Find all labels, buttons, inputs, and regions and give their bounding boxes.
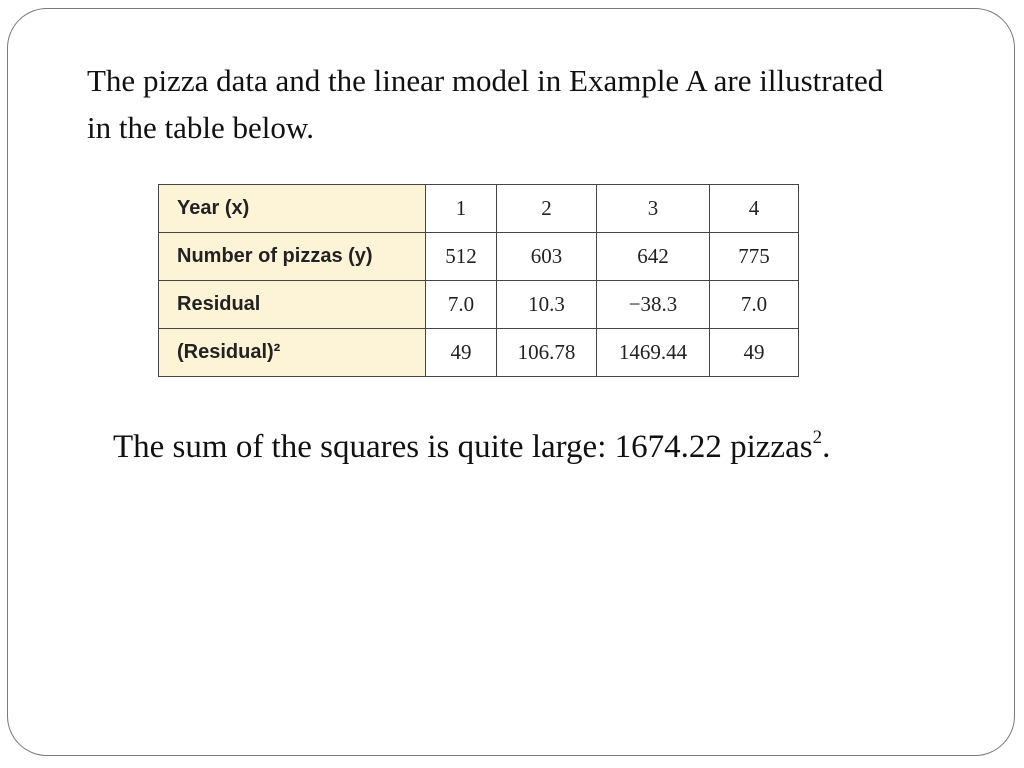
- table-cell: 10.3: [497, 281, 597, 329]
- row-header-residual-squared: (Residual)²: [159, 329, 426, 377]
- table-row-year: [159, 185, 799, 233]
- table-cell: 49: [710, 329, 799, 377]
- table-row-residual: [159, 281, 799, 329]
- table-row-pizzas: [159, 233, 799, 281]
- table-cell: 1469.44: [597, 329, 710, 377]
- table-row-residual-squared: [159, 329, 799, 377]
- pizza-data-table: [158, 184, 799, 377]
- table-cell: 603: [497, 233, 597, 281]
- row-header-pizzas: Number of pizzas (y): [159, 233, 426, 281]
- intro-text: The pizza data and the linear model in Example A are illustrated in the table below.: [87, 63, 884, 145]
- table-cell: 775: [710, 233, 799, 281]
- table-cell: 3: [597, 185, 710, 233]
- table-cell: 106.78: [497, 329, 597, 377]
- table-cell: 4: [710, 185, 799, 233]
- table-cell: 7.0: [426, 281, 497, 329]
- table-cell: −38.3: [597, 281, 710, 329]
- conclusion-main: The sum of the squares is quite large: 1674.22 pizzas: [113, 429, 813, 465]
- table-cell: 1: [426, 185, 497, 233]
- table-cell: 7.0: [710, 281, 799, 329]
- table-cell: 2: [497, 185, 597, 233]
- conclusion-text: [113, 424, 830, 470]
- row-header-year: Year (x): [159, 185, 426, 233]
- conclusion-superscript: 2: [812, 427, 823, 448]
- slide: [7, 8, 1015, 756]
- conclusion-period: .: [822, 429, 831, 465]
- table-cell: 512: [426, 233, 497, 281]
- table-cell: 642: [597, 233, 710, 281]
- row-header-residual: Residual: [159, 281, 426, 329]
- table-cell: 49: [426, 329, 497, 377]
